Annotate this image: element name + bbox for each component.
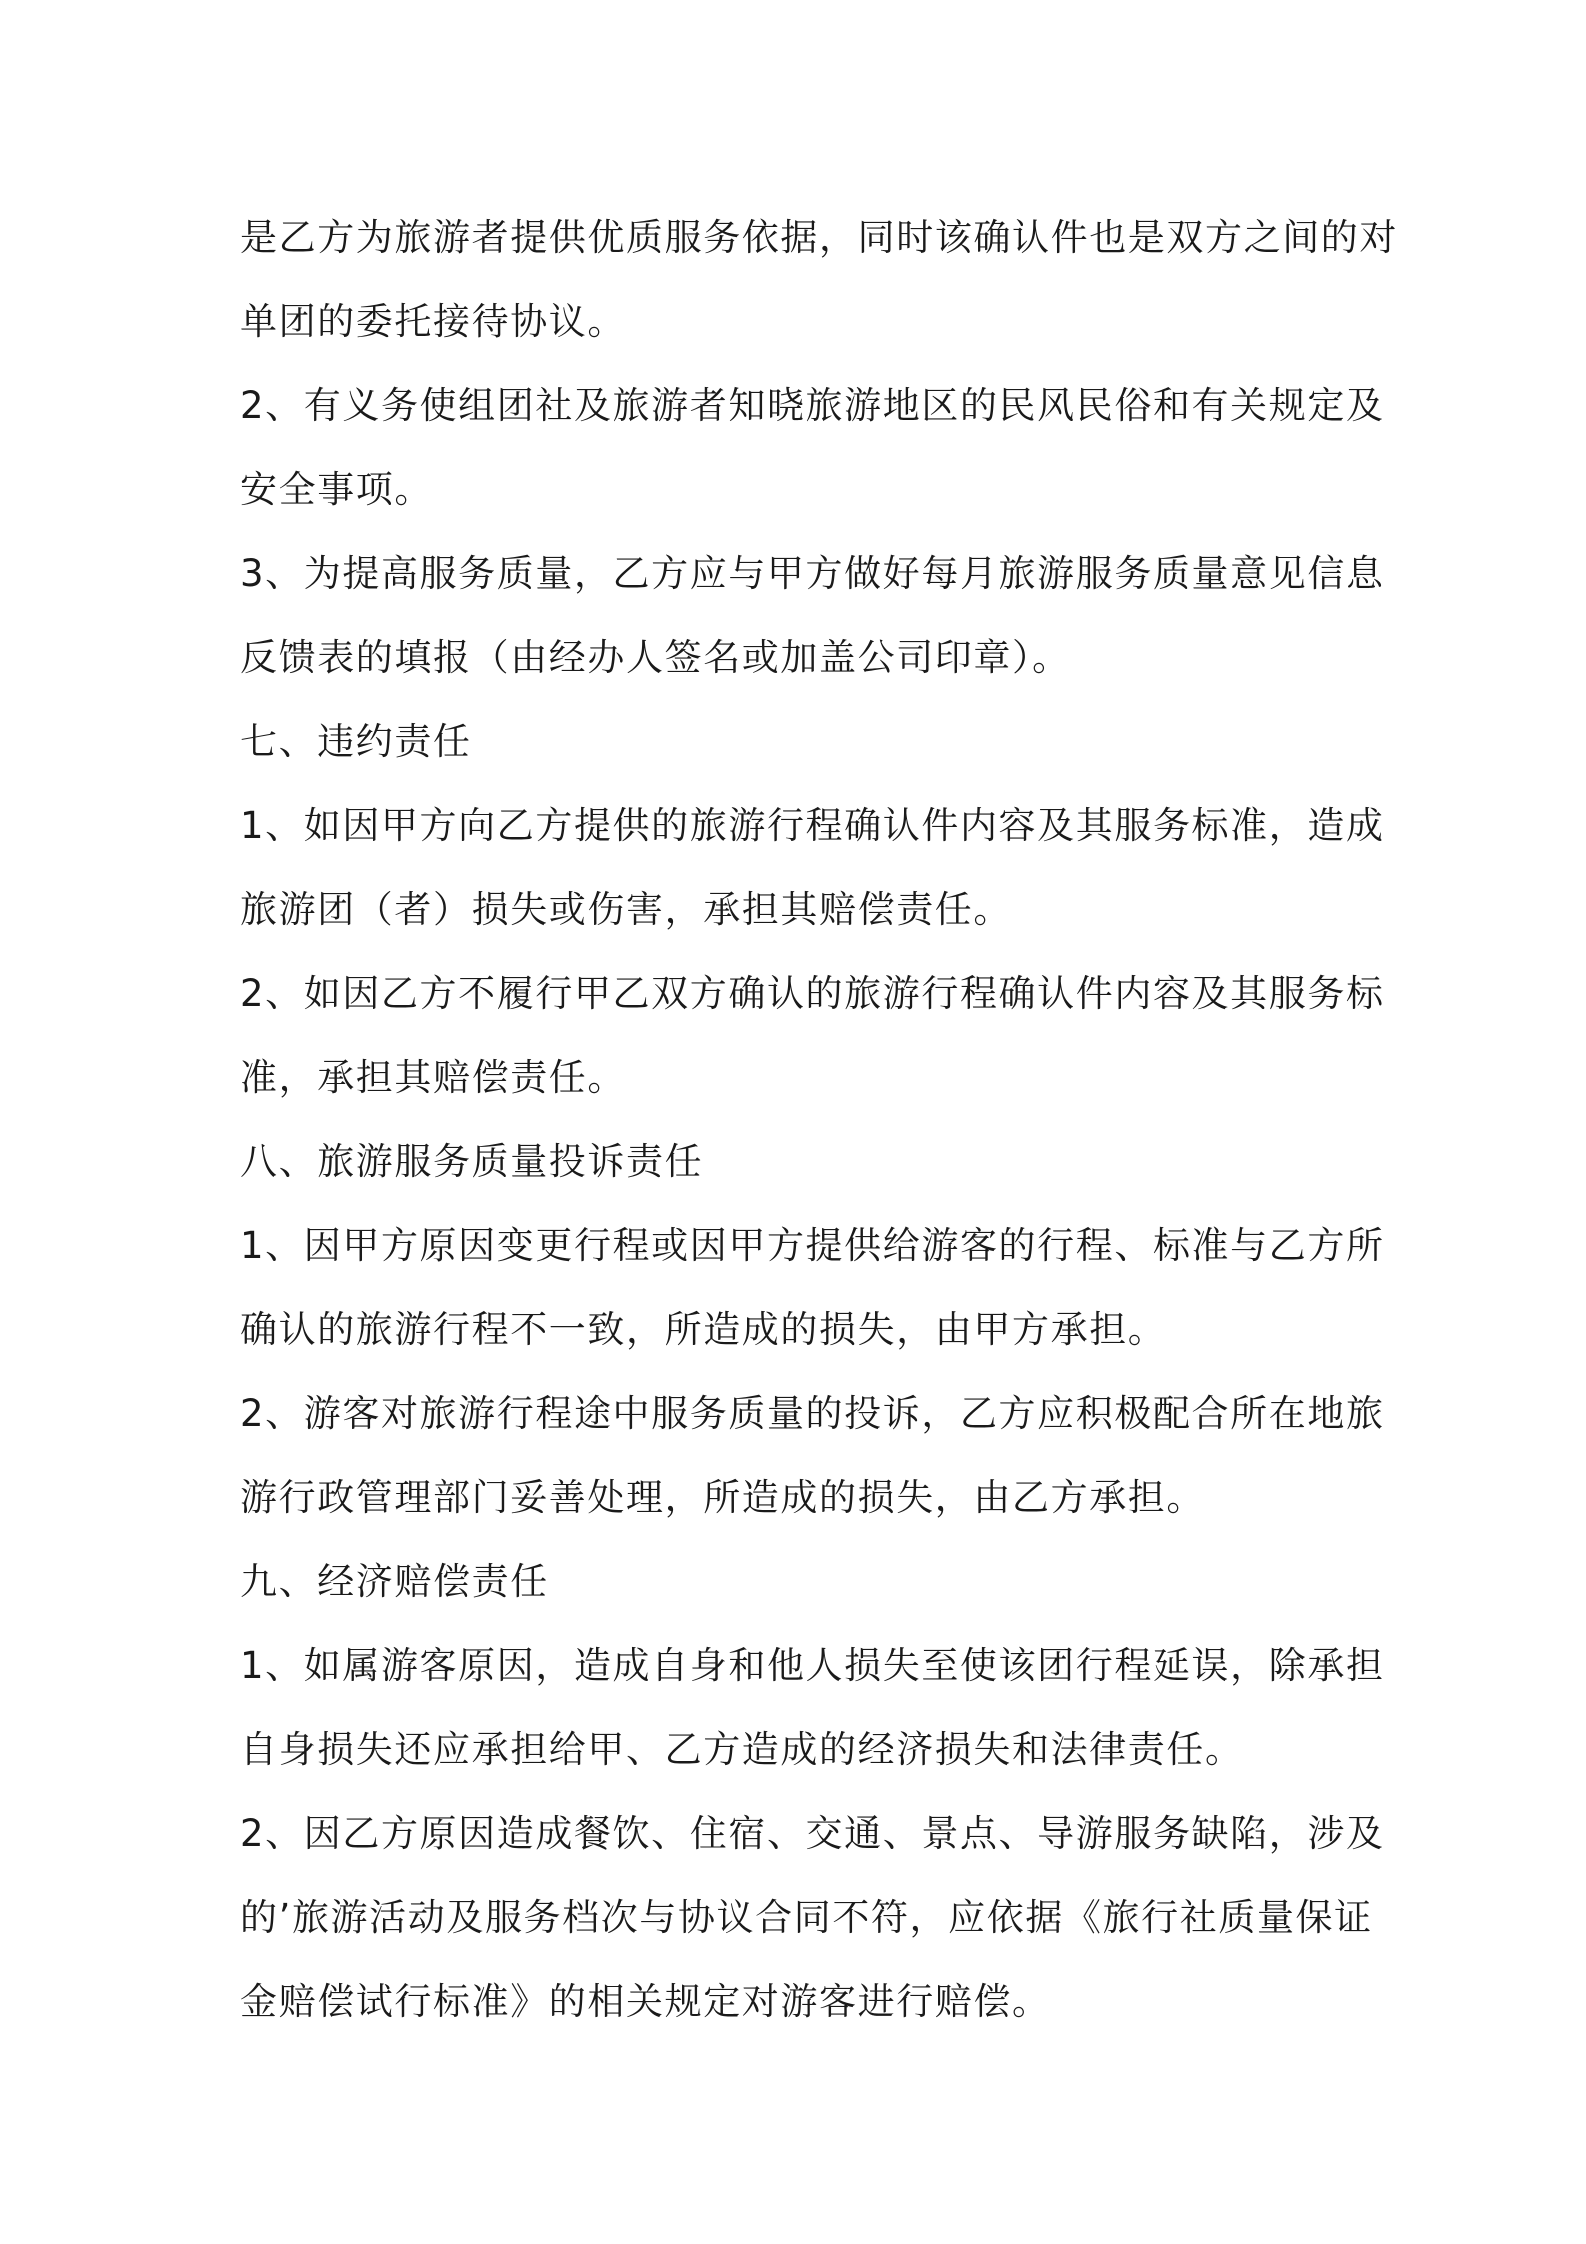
document-body (240, 196, 1398, 2044)
list-item-line: 自身损失还应承担给甲、乙方造成的经济损失和法律责任。 (240, 1728, 1244, 1771)
section-heading: 八、旅游服务质量投诉责任 (240, 1140, 704, 1183)
list-item-line: 准，承担其赔偿责任。 (240, 1056, 626, 1099)
list-item-line: 2、有义务使组团社及旅游者知晓旅游地区的民风民俗和有关规定及 (240, 384, 1385, 427)
list-item-line: 反馈表的填报（由经办人签名或加盖公司印章）。 (240, 636, 1071, 679)
list-item-line: 3、为提高服务质量，乙方应与甲方做好每月旅游服务质量意见信息 (240, 552, 1385, 595)
list-item-line: 1、因甲方原因变更行程或因甲方提供给游客的行程、标准与乙方所 (240, 1224, 1385, 1267)
list-item-line: 金赔偿试行标准》的相关规定对游客进行赔偿。 (240, 1980, 1051, 2023)
section-heading: 七、违约责任 (240, 720, 472, 763)
list-item-line: 2、如因乙方不履行甲乙双方确认的旅游行程确认件内容及其服务标 (240, 972, 1385, 1015)
list-item-line: 确认的旅游行程不一致，所造成的损失，由甲方承担。 (240, 1308, 1167, 1351)
list-item-line: 2、因乙方原因造成餐饮、住宿、交通、景点、导游服务缺陷，涉及 (240, 1812, 1385, 1855)
paragraph-line: 是乙方为旅游者提供优质服务依据，同时该确认件也是双方之间的对 (240, 216, 1398, 259)
list-item-line: 安全事项。 (240, 468, 433, 511)
paragraph-line: 单团的委托接待协议。 (240, 300, 626, 343)
list-item-line: 1、如属游客原因，造成自身和他人损失至使该团行程延误，除承担 (240, 1644, 1385, 1687)
list-item-line: 的’旅游活动及服务档次与协议合同不符，应依据《旅行社质量保证 (240, 1896, 1373, 1939)
list-item-line: 1、如因甲方向乙方提供的旅游行程确认件内容及其服务标准，造成 (240, 804, 1385, 847)
list-item-line: 2、游客对旅游行程途中服务质量的投诉，乙方应积极配合所在地旅 (240, 1392, 1385, 1435)
list-item-line: 旅游团（者）损失或伤害，承担其赔偿责任。 (240, 888, 1012, 931)
list-item-line: 游行政管理部门妥善处理，所造成的损失，由乙方承担。 (240, 1476, 1205, 1519)
section-heading: 九、经济赔偿责任 (240, 1560, 549, 1603)
